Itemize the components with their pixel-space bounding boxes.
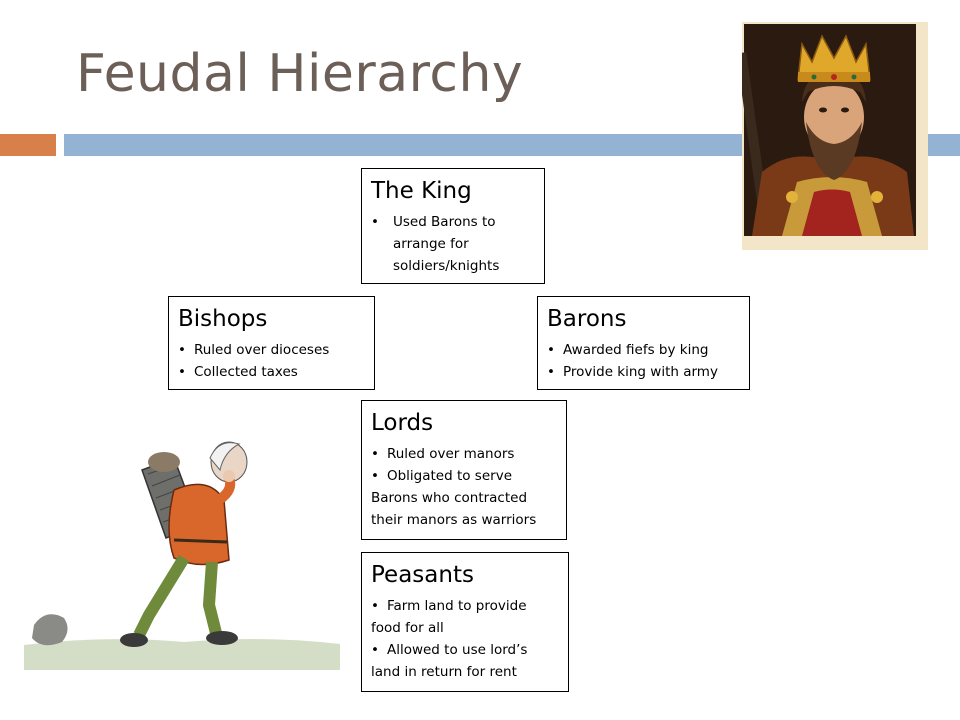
node-king xyxy=(361,168,545,284)
king-portrait-image xyxy=(742,22,928,250)
node-peasants-item: • Allowed to use lord’s land in return for rent xyxy=(371,639,560,683)
node-barons-item: • Provide king with army xyxy=(547,361,741,383)
peasant-illustration xyxy=(24,430,340,670)
node-barons-title: Barons xyxy=(547,306,627,332)
node-barons xyxy=(537,296,750,390)
node-peasants-title: Peasants xyxy=(371,562,474,588)
node-peasants-item: • Farm land to provide food for all xyxy=(371,595,560,639)
node-bishops xyxy=(168,296,375,390)
node-peasants xyxy=(361,552,569,692)
node-king-item: • Used Barons to arrange for soldiers/knights xyxy=(371,211,536,277)
node-lords-title: Lords xyxy=(371,410,434,436)
node-lords-item: • Obligated to serve Barons who contracted their manors as warriors xyxy=(371,465,558,531)
node-king-title: The King xyxy=(371,178,472,204)
node-bishops-title: Bishops xyxy=(178,306,268,332)
slide-title: Feudal Hierarchy xyxy=(76,44,524,104)
node-barons-item: • Awarded fiefs by king xyxy=(547,339,741,361)
node-bishops-item: • Collected taxes xyxy=(178,361,366,383)
accent-bar-orange xyxy=(0,134,56,156)
node-bishops-item: • Ruled over dioceses xyxy=(178,339,366,361)
node-lords xyxy=(361,400,567,540)
node-lords-item: • Ruled over manors xyxy=(371,443,558,465)
